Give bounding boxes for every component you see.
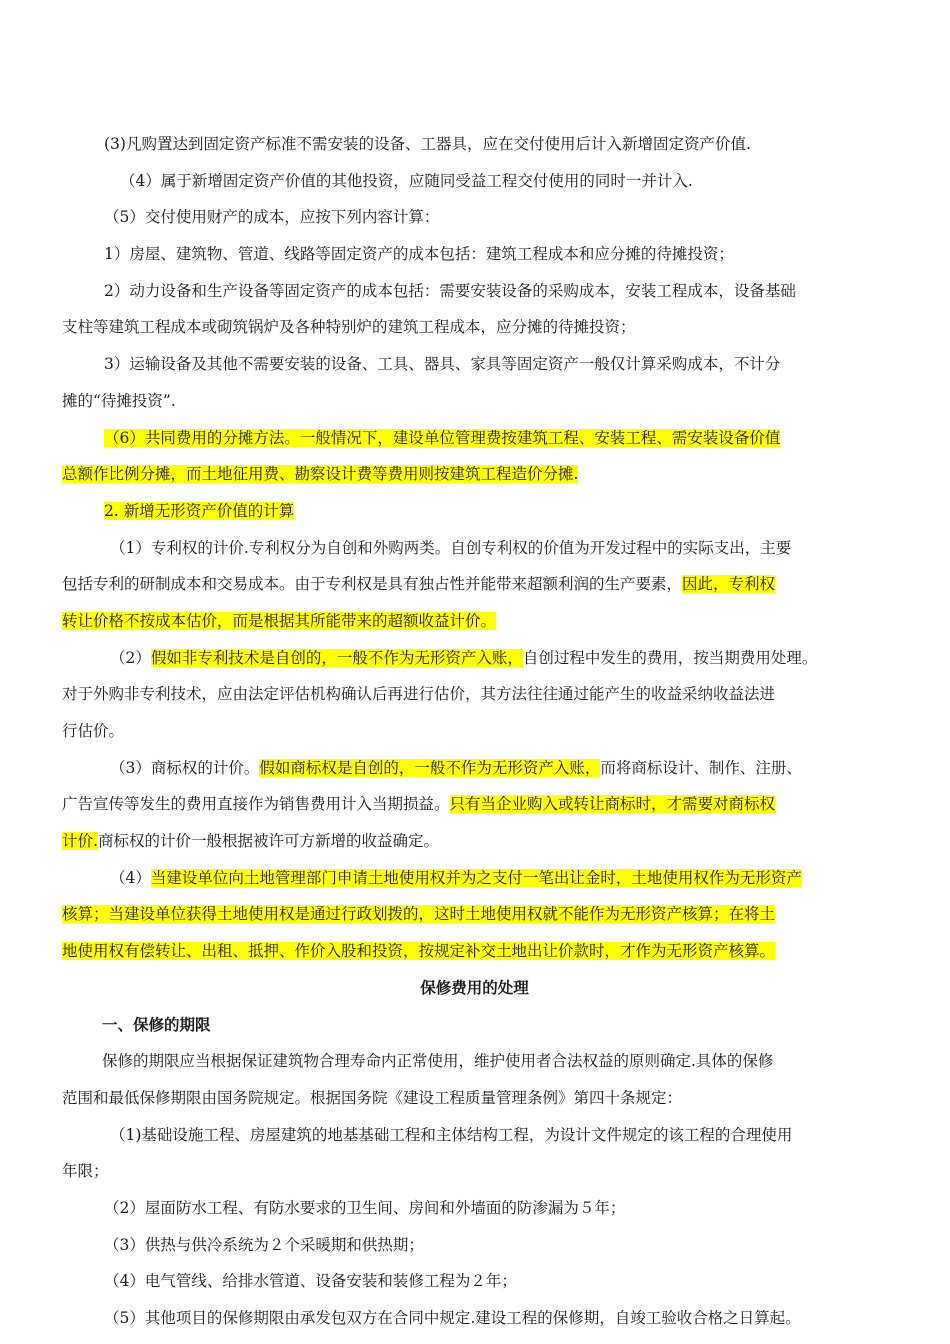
paragraph-line: （5）交付使用财产的成本，应按下列内容计算： bbox=[104, 208, 440, 227]
section-heading: 2. 新增无形资产价值的计算 bbox=[104, 501, 295, 520]
paragraph-line: 支柱等建筑工程成本或砌筑锅炉及各种特别炉的建筑工程成本，应分摊的待摊投资； bbox=[62, 318, 636, 337]
paragraph-line: （2）屋面防水工程、有防水要求的卫生间、房间和外墙面的防渗漏为５年； bbox=[104, 1198, 626, 1217]
paragraph-line: (3)凡购置达到固定资产标准不需安装的设备、工器具，应在交付使用后计入新增固定资产价值. bbox=[104, 135, 751, 153]
section-heading: 一、保修的期限 bbox=[102, 1014, 211, 1034]
paragraph-line: （5）其他项目的保修期限由承发包双方在合同中规定.建设工程的保修期，自竣工验收合格之日算起。 bbox=[104, 1309, 801, 1327]
paragraph-line: 行估价。 bbox=[62, 722, 125, 740]
highlighted-line: 地使用权有偿转让、出租、抵押、作价入股和投资，按规定补交土地出让价款时，才作为无形资产核算。 bbox=[62, 942, 776, 961]
paragraph-line: 范围和最低保修期限由国务院规定。根据国务院《建设工程质量管理条例》第四十条规定： bbox=[62, 1088, 683, 1107]
paragraph-line: 计价.商标权的计价一般根据被许可方新增的收益确定。 bbox=[62, 832, 439, 851]
highlighted-line: （6）共同费用的分摊方法。一般情况下，建设单位管理费按建筑工程、安装工程、需安装设备价值 bbox=[104, 428, 781, 447]
paragraph-line: （3）供热与供冷系统为２个采暖期和供热期； bbox=[104, 1235, 424, 1254]
paragraph-line: （2）假如非专利技术是自创的，一般不作为无形资产入账，自创过程中发生的费用，按当期费用处理。 bbox=[110, 648, 818, 667]
paragraph-line: 摊的“待摊投资”. bbox=[62, 391, 176, 410]
paragraph-line: 广告宣传等发生的费用直接作为销售费用计入当期损益。只有当企业购入或转让商标时，才需要对商标权 bbox=[62, 795, 776, 814]
paragraph-line: （4）当建设单位向土地管理部门申请土地使用权并为之支付一笔出让金时，土地使用权作为无形资产 bbox=[110, 868, 802, 887]
paragraph-line: 2）动力设备和生产设备等固定资产的成本包括：需要安装设备的采购成本，安装工程成本，设备基础 bbox=[104, 281, 796, 300]
highlighted-line: 转让价格不按成本估价，而是根据其所能带来的超额收益计价。 bbox=[62, 611, 497, 630]
paragraph-line: 1）房屋、建筑物、管道、线路等固定资产的成本包括：建筑工程成本和应分摊的待摊投资； bbox=[104, 245, 734, 264]
paragraph-line: （4）电气管线、给排水管道、设备安装和装修工程为２年； bbox=[104, 1272, 517, 1291]
section-title: 保修费用的处理 bbox=[420, 977, 529, 997]
paragraph-line: （1）专利权的计价.专利权分为自创和外购两类。自创专利权的价值为开发过程中的实际支出，主要 bbox=[110, 538, 792, 557]
paragraph-line: （3）商标权的计价。假如商标权是自创的，一般不作为无形资产入账，而将商标设计、制作、注册、 bbox=[110, 758, 802, 777]
paragraph-line: 年限； bbox=[62, 1162, 109, 1181]
highlighted-line: 总额作比例分摊，而土地征用费、勘察设计费等费用则按建筑工程造价分摊. bbox=[62, 465, 579, 484]
paragraph-line: （1)基础设施工程、房屋建筑的地基基础工程和主体结构工程，为设计文件规定的该工程的合理使用 bbox=[110, 1125, 793, 1144]
paragraph-line: 3）运输设备及其他不需要安装的设备、工具、器具、家具等固定资产一般仅计算采购成本，不计分 bbox=[104, 355, 781, 374]
paragraph-line: 包括专利的研制成本和交易成本。由于专利权是具有独占性并能带来超额利润的生产要素，因此，专利权 bbox=[62, 575, 776, 594]
document-body bbox=[62, 126, 887, 1337]
highlighted-line: 核算；当建设单位获得土地使用权是通过行政划拨的，这时土地使用权就不能作为无形资产核算；在将土 bbox=[62, 905, 776, 924]
paragraph-line: 保修的期限应当根据保证建筑物合理寿命内正常使用，维护使用者合法权益的原则确定.具体的保修 bbox=[102, 1052, 774, 1071]
paragraph-line: 对于外购非专利技术，应由法定评估机构确认后再进行估价，其方法往往通过能产生的收益采纳收益法进 bbox=[62, 685, 776, 704]
paragraph-line: （4）属于新增固定资产价值的其他投资，应随同受益工程交付使用的同时一并计入. bbox=[120, 171, 693, 190]
